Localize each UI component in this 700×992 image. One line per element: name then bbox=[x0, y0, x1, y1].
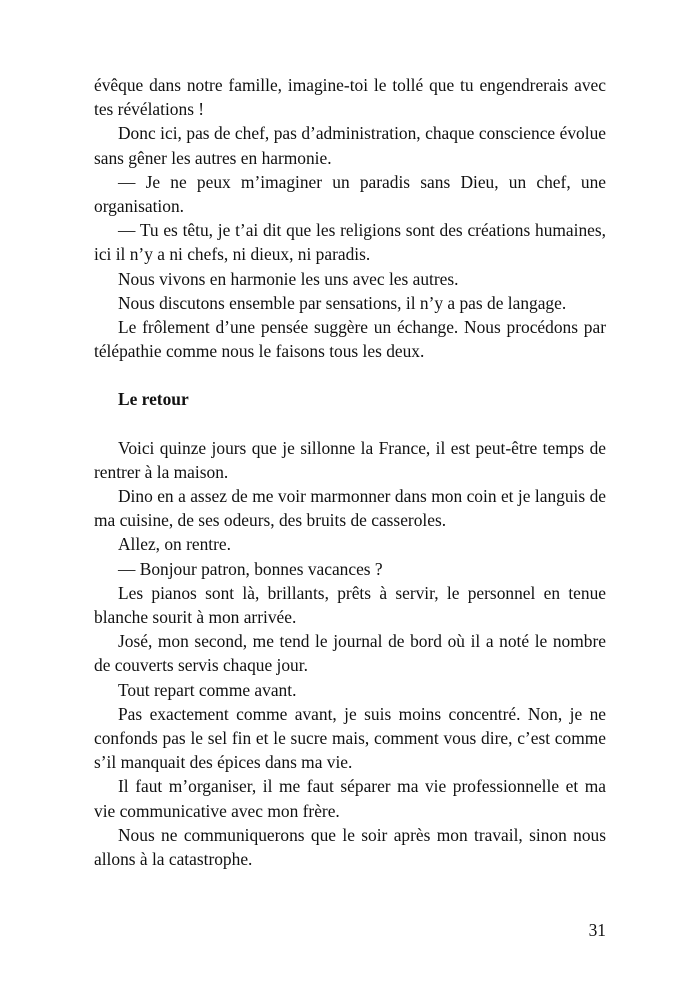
paragraph: Tout repart comme avant. bbox=[118, 679, 297, 700]
paragraph: Nous ne communiquerons que le soir après mon travail, sinon nous allons à la catastrophe. bbox=[94, 824, 606, 870]
dialogue-line: — Bonjour patron, bonnes vacances ? bbox=[118, 558, 383, 579]
paragraph: Dino en a assez de me voir marmonner dans mon coin et je languis de ma cuisine, de ses odeurs, des bruits de casseroles. bbox=[94, 486, 606, 531]
section-heading: Le retour bbox=[118, 389, 189, 410]
paragraph: Donc ici, pas de chef, pas d’administration, chaque conscience évolue sans gêner les autres en harmonie. bbox=[94, 123, 606, 168]
book-page bbox=[94, 73, 606, 871]
paragraph: Voici quinze jours que je sillonne la France, il est peut-être temps de rentrer à la maison. bbox=[94, 437, 606, 482]
paragraph: Le frôlement d’une pensée suggère un échange. Nous procédons par télépathie comme nous le faisons tous les deux. bbox=[94, 317, 606, 362]
dialogue-line: — Tu es têtu, je t’ai dit que les religions sont des créations humaines, ici il n’y a ni chefs, ni dieux, ni paradis. bbox=[94, 220, 606, 265]
paragraph: José, mon second, me tend le journal de bord où il a noté le nombre de couverts servis chaque jour. bbox=[94, 631, 606, 676]
paragraph: Pas exactement comme avant, je suis moins concentré. Non, je ne confonds pas le sel fin et le sucre mais, comment vous dire, c’est comme s’il manquait des épices dans ma vie. bbox=[94, 703, 606, 773]
paragraph: Les pianos sont là, brillants, prêts à servir, le personnel en tenue blanche sourit à mon arrivée. bbox=[94, 582, 606, 628]
paragraph: Nous vivons en harmonie les uns avec les autres. bbox=[118, 268, 459, 289]
paragraph-continued: évêque dans notre famille, imagine-toi le tollé que tu engendrerais avec tes révélations ! bbox=[94, 75, 606, 120]
paragraph: Nous discutons ensemble par sensations, il n’y a pas de langage. bbox=[118, 292, 567, 313]
dialogue-line: — Je ne peux m’imaginer un paradis sans Dieu, un chef, une organisation. bbox=[94, 171, 606, 217]
paragraph: Il faut m’organiser, il me faut séparer ma vie professionnelle et ma vie communicative avec mon frère. bbox=[94, 776, 606, 821]
page-number: 31 bbox=[588, 920, 606, 940]
paragraph: Allez, on rentre. bbox=[118, 534, 231, 555]
